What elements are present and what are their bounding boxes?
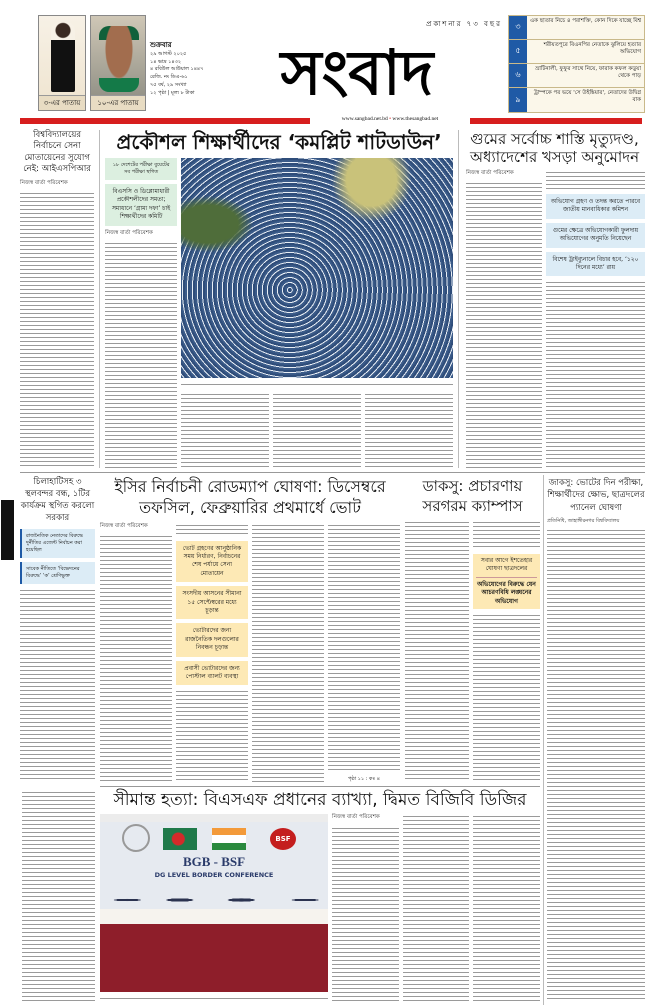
left-top-story <box>20 130 94 468</box>
date-block: শুক্রবার ২৯ আগস্ট ২০২৫ ১৪ ভাদ্র ১৪৩২ ৪ রবিউল আউয়াল ১৪৪৭ রেজি. নং ডিএ-৬১ ৭৫ বর্ষ, ২৯ সংখ্যা ১২ পৃষ্ঠা | মূল্য ৮ টাকা <box>150 41 204 96</box>
article-body <box>273 392 361 468</box>
article-body <box>22 790 95 1002</box>
highlight-box: বিশেষ ট্রাইব্যুনালে বিচার হবে, ‘১২০ দিনের মধ্যে’ রায় <box>546 252 645 277</box>
article-body <box>473 814 540 1002</box>
teaser-item[interactable]: ৯ ট্রাম্পকে পর ভয়ে 'সে উইঙ্কিয়ার', নেতাদের উদ্বিগ্ন বাক <box>509 88 644 112</box>
highlight-box: সবার আগে ইশতেহার ঘোষণা ছাত্রদলের অভিযোগের বিরুদ্ধে যেন আচরণবিধি লঙ্ঘনের অভিযোগ <box>473 554 540 609</box>
byline: নিজস্ব বার্তা পরিবেশক <box>105 229 153 236</box>
inside-teasers <box>508 15 645 113</box>
ducsu-headline[interactable]: ডাকসু: প্রচারণায় সরগরম ক্যাম্পাস <box>422 477 523 515</box>
banner-subtitle: DG LEVEL BORDER CONFERENCE <box>154 871 274 880</box>
second-lead-headline[interactable]: ইসির নির্বাচনী রোডম্যাপ ঘোষণা: ডিসেম্বরে তফসিল, ফেব্রুয়ারির প্রথমার্ধে ভোট <box>114 477 386 517</box>
website-urls: www.sangbad.net.bd • www.thesangbad.net <box>341 116 439 122</box>
article-body <box>176 523 248 537</box>
article-body <box>403 814 470 1002</box>
red-rule-left <box>20 118 310 124</box>
teaser-item[interactable]: ৫ শরীয়তপুরে বিএনপির নেতাকে ঝুলিয়ে হত্যার অভিযোগ <box>509 40 644 64</box>
lead-highlight-box: ১৮ দেশেটের পরীক্ষা বুয়েটের সব পরীক্ষা স্থগিত <box>105 158 177 180</box>
tagline: প্রকাশনার ৭৩ বছর <box>426 20 502 28</box>
right-top-headline[interactable]: গুমের সর্বোচ্চ শাস্তি মৃত্যুদণ্ড, অধ্যাদেশের খসড়া অনুমোদন <box>470 130 640 166</box>
jucsu-story <box>547 477 645 1002</box>
article-body <box>20 191 94 468</box>
highlight-box: রাজনৈতিক নেতাদের বিরুদ্ধে দুর্নীতির এজেন্ট নির্বাচন করা হয়েছিল <box>20 529 95 558</box>
lead-story <box>105 130 453 468</box>
top-section <box>20 130 645 468</box>
teaser-item[interactable]: ৩ এক ছাতার নিচে ৪ পরাশক্তি, কোন দিকে যাচ্ছে বিশ্ব <box>509 16 644 40</box>
article-body <box>546 280 645 468</box>
bgb-emblem-icon <box>122 824 150 852</box>
byline: নিজস্ব বার্তা পরিবেশক <box>332 814 380 821</box>
highlight-box: ভোট গ্রহণের আনুষ্ঠানিক সময় নির্ধারণ, নির্বাচনের শেষ পর্যায়ে সেনা মোতায়েন <box>176 541 248 583</box>
actress-figure <box>51 22 75 92</box>
left-mid-story <box>20 477 95 782</box>
article-body <box>181 392 269 468</box>
continued-link[interactable]: পৃষ্ঠা ১১ : কঃ ৪ <box>347 775 381 782</box>
photo-caption <box>100 996 328 1002</box>
lead-photo-protest-crowd[interactable] <box>181 158 453 378</box>
jucsu-headline[interactable]: জাকসু: ভোটের দিন পরীক্ষা, শিক্ষার্থীদের ক্ষোভ, ছাত্রদলের প্যানেল ঘোষণা <box>547 478 645 513</box>
byline: নিজস্ব বার্তা পরিবেশক <box>20 179 68 186</box>
left-top-headline[interactable]: বিশ্ববিদ্যালয়ের নির্বাচনে সেনা মোতায়েনের সুযোগ নেই: আইএসপিআর <box>23 130 91 175</box>
bgb-bsf-conference-photo[interactable] <box>100 814 328 992</box>
border-killing-headline[interactable]: সীমান্ত হত্যা: বিএসএফ প্রধানের ব্যাখ্যা, দ্বিমত বিজিবি ডিজির <box>113 790 527 810</box>
lead-headline[interactable]: প্রকৌশল শিক্ষার্থীদের ‘কমপ্লিট শাটডাউন’ <box>116 130 442 154</box>
highlight-box: প্রবাসী ভোটারদের জন্য পোস্টাল ব্যালট ব্যবস্থা <box>176 661 248 686</box>
article-body <box>405 520 469 782</box>
highlight-box: সংসদীয় আসনের সীমানা ১৫ সেপ্টেম্বরের মধ্যে চূড়ান্ত <box>176 586 248 619</box>
red-rule-right <box>470 118 642 124</box>
article-body <box>332 826 399 1002</box>
url-link[interactable]: www.thesangbad.net <box>392 116 439 122</box>
border-story <box>100 790 540 1002</box>
cricketer-figure <box>99 26 139 92</box>
banner-title: BGB - BSF <box>182 854 246 870</box>
highlight-box: ভোটারদের জন্য রাজনৈতিক দলগুলোর নিবন্ধন চূড়ান্ত <box>176 623 248 656</box>
byline: প্রতিনিধি, জাহাঙ্গীরনগর বিশ্ববিদ্যালয় <box>547 517 620 524</box>
byline: নিজস্ব বার্তা পরিবেশক <box>100 522 148 529</box>
article-body <box>473 613 540 782</box>
feature-photo-actress[interactable] <box>38 15 86 111</box>
india-flag-icon <box>212 828 246 850</box>
second-lead-story <box>100 477 400 782</box>
article-body <box>176 689 248 782</box>
teaser-item[interactable]: ৬ ভ্রাটিনালী, ফুফুর সাথে নিয়ে, ফারাক কফল কড়ুয়া থেকে পাড় <box>509 64 644 88</box>
highlight-box: অভিযোগ গ্রহণ ও তদন্ত করতে পারবে জাতীয় মানবাধিকার কমিশন <box>546 194 645 219</box>
bangladesh-flag-icon <box>163 828 197 850</box>
article-body <box>100 534 172 782</box>
bsf-emblem: BSF <box>270 828 296 850</box>
right-top-story <box>464 130 645 468</box>
edition-strip <box>1 440 14 560</box>
officials-row <box>100 882 328 912</box>
article-body <box>328 523 400 772</box>
logo[interactable]: সংবাদ <box>280 36 434 109</box>
photo-caption <box>181 382 453 388</box>
highlight-box: সাবেক নীতিতে ‘বিভেদনের বিরুদ্ধে’ ‘ক’ শ্রেণিভুক্ত <box>20 562 95 584</box>
article-body <box>466 181 542 468</box>
lead-highlight-box: বিএসসি ও ডিপ্লোমাধারী প্রকৌশলীদের সমতা; সমাধানে ‘গ্রাম্য দফা’ চাই শিক্ষার্থীদের কমিটি <box>105 184 177 226</box>
article-body <box>252 523 324 782</box>
article-body <box>105 241 177 468</box>
url-link[interactable]: www.sangbad.net.bd <box>341 116 388 122</box>
highlight-box: গুমের ক্ষেত্রে অভিযোগকারী ফুলদায় অভিযোগের অনুমতি নিয়েছেন <box>546 223 645 248</box>
byline: নিজস্ব বার্তা পরিবেশক <box>466 170 514 176</box>
article-body <box>547 528 645 1002</box>
article-body <box>20 588 95 782</box>
left-mid-headline[interactable]: চিলাহাটিসহ ৩ স্থলবন্দর বন্ধ, ১টির কার্যক্রম স্থগিত করলো সরকার <box>20 477 95 523</box>
ducsu-story <box>405 477 540 782</box>
article-body <box>473 520 540 550</box>
article-body <box>365 392 453 468</box>
article-body <box>546 170 645 190</box>
photo-caption: ১০-এর পাতায় <box>91 95 145 110</box>
feature-photo-cricketer[interactable] <box>90 15 146 111</box>
photo-caption: ৩-এর পাতায় <box>39 95 85 110</box>
